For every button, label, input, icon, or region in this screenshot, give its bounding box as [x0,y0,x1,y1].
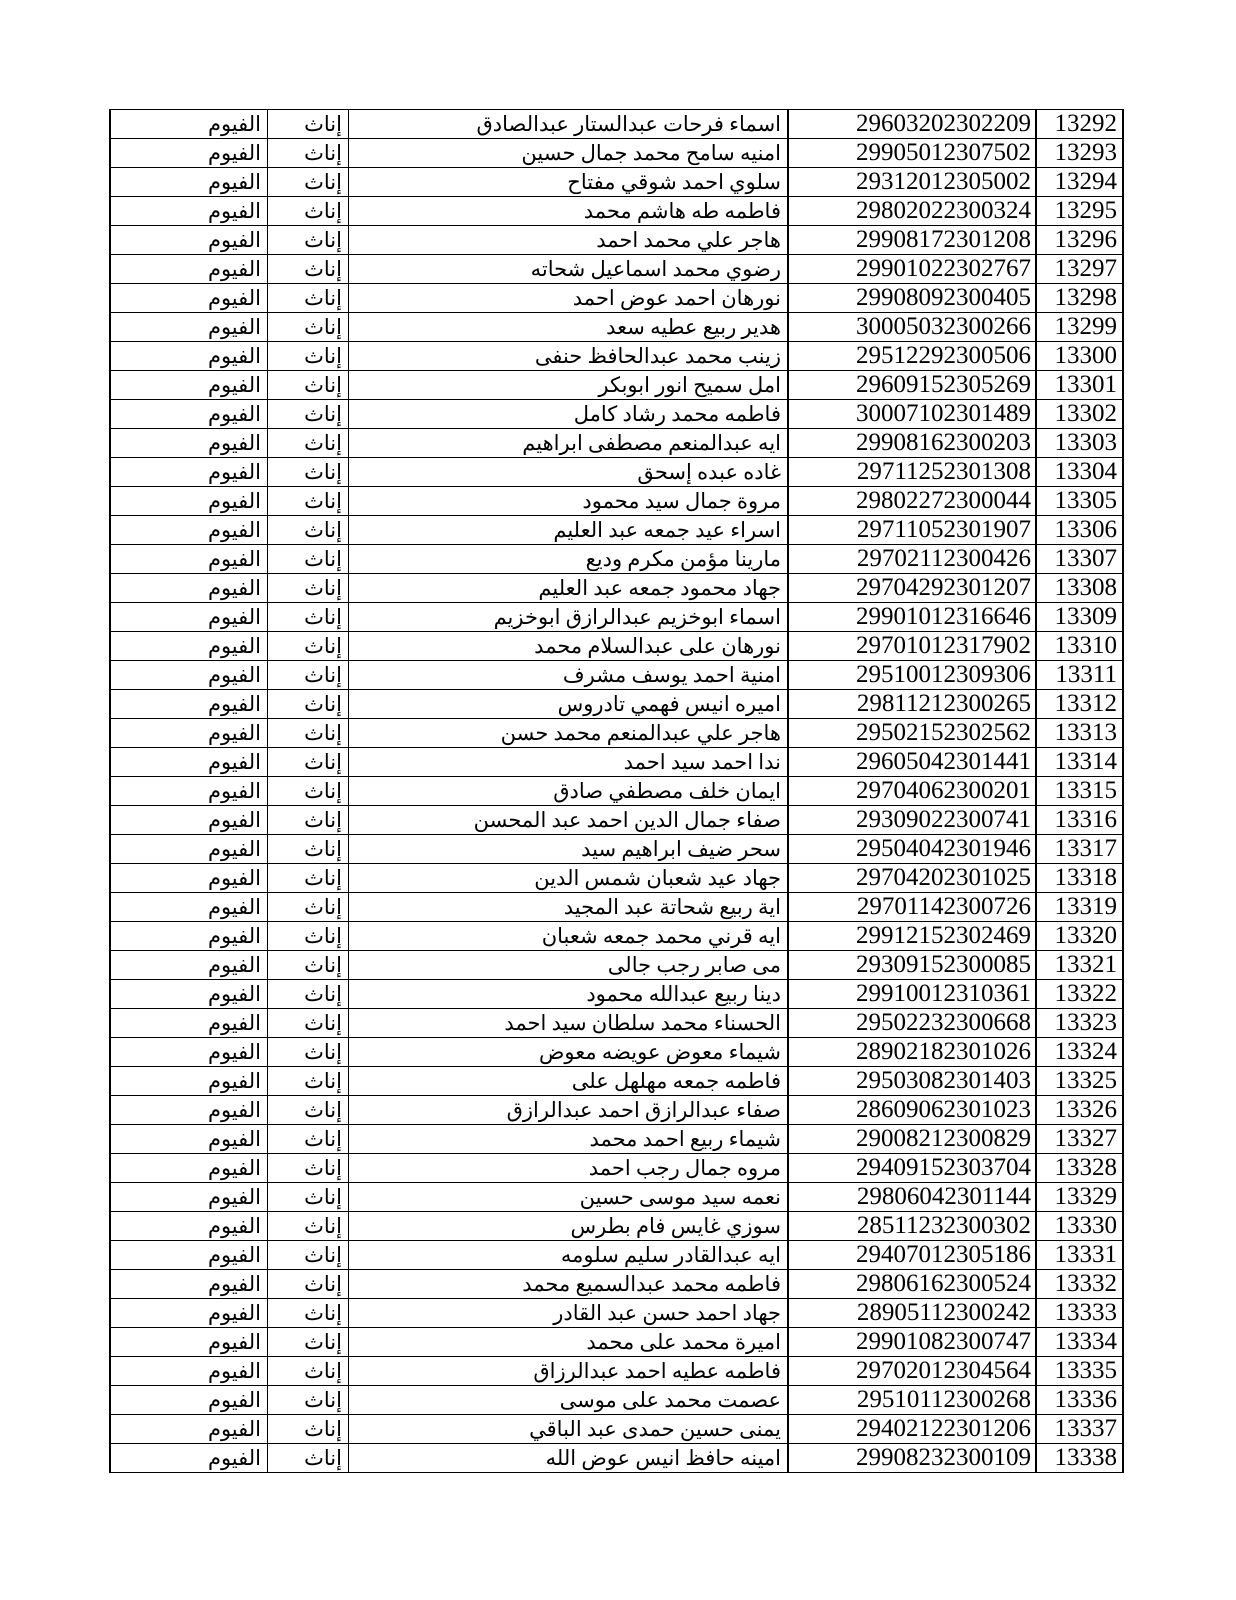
national-id-cell: 29806162300524 [788,1270,1036,1299]
gender-cell: إناث [268,835,349,864]
table-row [110,864,1123,893]
serial-number-cell: 13330 [1036,1212,1123,1241]
gender-cell: إناث [268,284,349,313]
governorate-cell: الفيوم [110,400,268,429]
table-row [110,255,1123,284]
gender-cell: إناث [268,1212,349,1241]
table-row [110,545,1123,574]
name-cell: شيماء ربيع احمد محمد [349,1125,789,1154]
serial-number-cell: 13319 [1036,893,1123,922]
gender-cell: إناث [268,226,349,255]
gender-cell: إناث [268,922,349,951]
serial-number-cell: 13317 [1036,835,1123,864]
gender-cell: إناث [268,1328,349,1357]
name-cell: مى صابر رجب جالى [349,951,789,980]
national-id-cell: 29605042301441 [788,748,1036,777]
table-row [110,1183,1123,1212]
gender-cell: إناث [268,400,349,429]
governorate-cell: الفيوم [110,1125,268,1154]
governorate-cell: الفيوم [110,458,268,487]
national-id-cell: 28905112300242 [788,1299,1036,1328]
serial-number-cell: 13307 [1036,545,1123,574]
governorate-cell: الفيوم [110,1067,268,1096]
name-cell: ايمان خلف مصطفي صادق [349,777,789,806]
name-cell: ايه قرني محمد جمعه شعبان [349,922,789,951]
name-cell: اميرة محمد على محمد [349,1328,789,1357]
gender-cell: إناث [268,313,349,342]
name-cell: سلوي احمد شوقي مفتاح [349,168,789,197]
gender-cell: إناث [268,980,349,1009]
serial-number-cell: 13299 [1036,313,1123,342]
serial-number-cell: 13315 [1036,777,1123,806]
governorate-cell: الفيوم [110,893,268,922]
national-id-cell: 29504042301946 [788,835,1036,864]
table-row [110,893,1123,922]
gender-cell: إناث [268,255,349,284]
gender-cell: إناث [268,893,349,922]
table-row [110,1009,1123,1038]
name-cell: هدير ربيع عطيه سعد [349,313,789,342]
governorate-cell: الفيوم [110,574,268,603]
serial-number-cell: 13304 [1036,458,1123,487]
national-id-cell: 29409152303704 [788,1154,1036,1183]
table-row [110,1444,1123,1473]
governorate-cell: الفيوم [110,603,268,632]
serial-number-cell: 13295 [1036,197,1123,226]
governorate-cell: الفيوم [110,226,268,255]
table-row [110,429,1123,458]
governorate-cell: الفيوم [110,1357,268,1386]
governorate-cell: الفيوم [110,1299,268,1328]
table-row [110,574,1123,603]
table-row [110,632,1123,661]
governorate-cell: الفيوم [110,1328,268,1357]
name-cell: الحسناء محمد سلطان سيد احمد [349,1009,789,1038]
table-row [110,777,1123,806]
governorate-cell: الفيوم [110,429,268,458]
national-id-cell: 30005032300266 [788,313,1036,342]
name-cell: هاجر علي محمد احمد [349,226,789,255]
governorate-cell: الفيوم [110,777,268,806]
national-id-cell: 28609062301023 [788,1096,1036,1125]
table-row [110,1241,1123,1270]
name-cell: جهاد عيد شعبان شمس الدين [349,864,789,893]
gender-cell: إناث [268,1096,349,1125]
gender-cell: إناث [268,110,349,139]
name-cell: اسماء فرحات عبدالستار عبدالصادق [349,110,789,139]
name-cell: ايه عبدالقادر سليم سلومه [349,1241,789,1270]
serial-number-cell: 13294 [1036,168,1123,197]
table-row [110,1328,1123,1357]
national-id-cell: 29905012307502 [788,139,1036,168]
table-row [110,1125,1123,1154]
serial-number-cell: 13303 [1036,429,1123,458]
name-cell: امل سميح انور ابوبكر [349,371,789,400]
governorate-cell: الفيوم [110,748,268,777]
national-id-cell: 29402122301206 [788,1415,1036,1444]
name-cell: دينا ربيع عبدالله محمود [349,980,789,1009]
governorate-cell: الفيوم [110,139,268,168]
national-id-cell: 29603202302209 [788,110,1036,139]
gender-cell: إناث [268,1444,349,1473]
serial-number-cell: 13337 [1036,1415,1123,1444]
gender-cell: إناث [268,777,349,806]
gender-cell: إناث [268,1357,349,1386]
national-id-cell: 29407012305186 [788,1241,1036,1270]
table-row [110,400,1123,429]
governorate-cell: الفيوم [110,1386,268,1415]
gender-cell: إناث [268,197,349,226]
name-cell: شيماء معوض عويضه معوض [349,1038,789,1067]
serial-number-cell: 13328 [1036,1154,1123,1183]
name-cell: امينه حافظ انيس عوض الله [349,1444,789,1473]
governorate-cell: الفيوم [110,168,268,197]
national-id-cell: 29901082300747 [788,1328,1036,1357]
governorate-cell: الفيوم [110,516,268,545]
serial-number-cell: 13318 [1036,864,1123,893]
gender-cell: إناث [268,342,349,371]
serial-number-cell: 13293 [1036,139,1123,168]
name-cell: اسماء ابوخزيم عبدالرازق ابوخزيم [349,603,789,632]
gender-cell: إناث [268,951,349,980]
governorate-cell: الفيوم [110,1154,268,1183]
name-cell: فاطمه عطيه احمد عبدالرزاق [349,1357,789,1386]
national-id-cell: 29701142300726 [788,893,1036,922]
name-cell: سحر ضيف ابراهيم سيد [349,835,789,864]
governorate-cell: الفيوم [110,1212,268,1241]
name-cell: فاطمه جمعه مهلهل على [349,1067,789,1096]
national-id-cell: 29503082301403 [788,1067,1036,1096]
name-cell: امنيه سامح محمد جمال حسين [349,139,789,168]
name-cell: اية ربيع شحاتة عبد المجيد [349,893,789,922]
governorate-cell: الفيوم [110,371,268,400]
table-row [110,835,1123,864]
gender-cell: إناث [268,1415,349,1444]
table-row [110,284,1123,313]
serial-number-cell: 13313 [1036,719,1123,748]
governorate-cell: الفيوم [110,545,268,574]
national-id-cell: 29811212300265 [788,690,1036,719]
governorate-cell: الفيوم [110,632,268,661]
national-id-cell: 29704062300201 [788,777,1036,806]
serial-number-cell: 13311 [1036,661,1123,690]
serial-number-cell: 13300 [1036,342,1123,371]
gender-cell: إناث [268,603,349,632]
name-cell: مارينا مؤمن مكرم وديع [349,545,789,574]
governorate-cell: الفيوم [110,864,268,893]
gender-cell: إناث [268,719,349,748]
governorate-cell: الفيوم [110,1270,268,1299]
national-id-cell: 29510012309306 [788,661,1036,690]
name-cell: زينب محمد عبدالحافظ حنفى [349,342,789,371]
governorate-cell: الفيوم [110,1096,268,1125]
table-row [110,168,1123,197]
national-id-cell: 29908092300405 [788,284,1036,313]
gender-cell: إناث [268,1183,349,1212]
name-cell: صفاء جمال الدين احمد عبد المحسن [349,806,789,835]
gender-cell: إناث [268,371,349,400]
name-cell: عصمت محمد على موسى [349,1386,789,1415]
name-cell: فاطمه محمد رشاد كامل [349,400,789,429]
governorate-cell: الفيوم [110,313,268,342]
serial-number-cell: 13320 [1036,922,1123,951]
governorate-cell: الفيوم [110,1241,268,1270]
national-id-cell: 29309152300085 [788,951,1036,980]
name-cell: اسراء عيد جمعه عبد العليم [349,516,789,545]
governorate-cell: الفيوم [110,110,268,139]
serial-number-cell: 13338 [1036,1444,1123,1473]
name-cell: رضوي محمد اسماعيل شحاته [349,255,789,284]
table-row [110,661,1123,690]
national-id-cell: 29711052301907 [788,516,1036,545]
table-row [110,1386,1123,1415]
governorate-cell: الفيوم [110,255,268,284]
serial-number-cell: 13314 [1036,748,1123,777]
table-row [110,748,1123,777]
gender-cell: إناث [268,168,349,197]
governorate-cell: الفيوم [110,1038,268,1067]
serial-number-cell: 13325 [1036,1067,1123,1096]
gender-cell: إناث [268,1154,349,1183]
gender-cell: إناث [268,139,349,168]
governorate-cell: الفيوم [110,719,268,748]
national-id-cell: 28902182301026 [788,1038,1036,1067]
governorate-cell: الفيوم [110,661,268,690]
national-id-cell: 29609152305269 [788,371,1036,400]
serial-number-cell: 13312 [1036,690,1123,719]
name-cell: امنية احمد يوسف مشرف [349,661,789,690]
table-row [110,1038,1123,1067]
national-id-cell: 29510112300268 [788,1386,1036,1415]
name-cell: جهاد احمد حسن عبد القادر [349,1299,789,1328]
national-id-cell: 29908232300109 [788,1444,1036,1473]
national-id-cell: 29704292301207 [788,574,1036,603]
table-row [110,1212,1123,1241]
governorate-cell: الفيوم [110,980,268,1009]
serial-number-cell: 13321 [1036,951,1123,980]
gender-cell: إناث [268,1270,349,1299]
gender-cell: إناث [268,458,349,487]
records-table-body [110,110,1123,1473]
national-id-cell: 29502232300668 [788,1009,1036,1038]
serial-number-cell: 13326 [1036,1096,1123,1125]
serial-number-cell: 13309 [1036,603,1123,632]
table-row [110,1154,1123,1183]
serial-number-cell: 13327 [1036,1125,1123,1154]
table-row [110,1299,1123,1328]
name-cell: هاجر علي عبدالمنعم محمد حسن [349,719,789,748]
name-cell: نورهان على عبدالسلام محمد [349,632,789,661]
gender-cell: إناث [268,1125,349,1154]
table-row [110,487,1123,516]
national-id-cell: 29702112300426 [788,545,1036,574]
name-cell: يمنى حسين حمدى عبد الباقي [349,1415,789,1444]
name-cell: فاطمه محمد عبدالسميع محمد [349,1270,789,1299]
national-id-cell: 29312012305002 [788,168,1036,197]
national-id-cell: 29901012316646 [788,603,1036,632]
governorate-cell: الفيوم [110,487,268,516]
serial-number-cell: 13301 [1036,371,1123,400]
serial-number-cell: 13334 [1036,1328,1123,1357]
national-id-cell: 29512292300506 [788,342,1036,371]
governorate-cell: الفيوم [110,1415,268,1444]
governorate-cell: الفيوم [110,806,268,835]
gender-cell: إناث [268,806,349,835]
gender-cell: إناث [268,748,349,777]
table-row [110,1096,1123,1125]
gender-cell: إناث [268,661,349,690]
national-id-cell: 29912152302469 [788,922,1036,951]
serial-number-cell: 13323 [1036,1009,1123,1038]
governorate-cell: الفيوم [110,1009,268,1038]
governorate-cell: الفيوم [110,284,268,313]
national-id-cell: 29910012310361 [788,980,1036,1009]
governorate-cell: الفيوم [110,835,268,864]
serial-number-cell: 13302 [1036,400,1123,429]
serial-number-cell: 13333 [1036,1299,1123,1328]
serial-number-cell: 13331 [1036,1241,1123,1270]
gender-cell: إناث [268,574,349,603]
national-id-cell: 29704202301025 [788,864,1036,893]
serial-number-cell: 13310 [1036,632,1123,661]
serial-number-cell: 13308 [1036,574,1123,603]
name-cell: ايه عبدالمنعم مصطفى ابراهيم [349,429,789,458]
table-row [110,313,1123,342]
serial-number-cell: 13329 [1036,1183,1123,1212]
gender-cell: إناث [268,545,349,574]
table-row [110,197,1123,226]
national-id-cell: 29908172301208 [788,226,1036,255]
table-row [110,719,1123,748]
national-id-cell: 29908162300203 [788,429,1036,458]
table-row [110,139,1123,168]
table-row [110,1415,1123,1444]
national-id-cell: 29802272300044 [788,487,1036,516]
national-id-cell: 29702012304564 [788,1357,1036,1386]
name-cell: نورهان احمد عوض احمد [349,284,789,313]
table-row [110,1270,1123,1299]
table-row [110,110,1123,139]
table-row [110,371,1123,400]
name-cell: نعمه سيد موسى حسين [349,1183,789,1212]
gender-cell: إناث [268,864,349,893]
serial-number-cell: 13332 [1036,1270,1123,1299]
serial-number-cell: 13297 [1036,255,1123,284]
governorate-cell: الفيوم [110,1183,268,1212]
table-row [110,1357,1123,1386]
national-id-cell: 29008212300829 [788,1125,1036,1154]
table-row [110,1067,1123,1096]
national-id-cell: 28511232300302 [788,1212,1036,1241]
gender-cell: إناث [268,429,349,458]
gender-cell: إناث [268,1038,349,1067]
name-cell: اميره انيس فهمي تادروس [349,690,789,719]
serial-number-cell: 13336 [1036,1386,1123,1415]
gender-cell: إناث [268,1067,349,1096]
governorate-cell: الفيوم [110,922,268,951]
serial-number-cell: 13324 [1036,1038,1123,1067]
name-cell: فاطمه طه هاشم محمد [349,197,789,226]
table-row [110,342,1123,371]
gender-cell: إناث [268,1009,349,1038]
table-row [110,951,1123,980]
national-id-cell: 30007102301489 [788,400,1036,429]
governorate-cell: الفيوم [110,690,268,719]
name-cell: غاده عبده إسحق [349,458,789,487]
serial-number-cell: 13316 [1036,806,1123,835]
name-cell: سوزي غايس فام بطرس [349,1212,789,1241]
governorate-cell: الفيوم [110,1444,268,1473]
serial-number-cell: 13292 [1036,110,1123,139]
national-id-cell: 29711252301308 [788,458,1036,487]
governorate-cell: الفيوم [110,342,268,371]
national-id-cell: 29901022302767 [788,255,1036,284]
serial-number-cell: 13298 [1036,284,1123,313]
records-table [109,109,1124,1473]
name-cell: جهاد محمود جمعه عبد العليم [349,574,789,603]
gender-cell: إناث [268,690,349,719]
table-row [110,922,1123,951]
serial-number-cell: 13335 [1036,1357,1123,1386]
serial-number-cell: 13322 [1036,980,1123,1009]
gender-cell: إناث [268,632,349,661]
serial-number-cell: 13296 [1036,226,1123,255]
table-row [110,458,1123,487]
table-row [110,516,1123,545]
national-id-cell: 29701012317902 [788,632,1036,661]
table-row [110,980,1123,1009]
national-id-cell: 29802022300324 [788,197,1036,226]
serial-number-cell: 13306 [1036,516,1123,545]
name-cell: مروة جمال سيد محمود [349,487,789,516]
gender-cell: إناث [268,1241,349,1270]
name-cell: ندا احمد سيد احمد [349,748,789,777]
governorate-cell: الفيوم [110,197,268,226]
national-id-cell: 29806042301144 [788,1183,1036,1212]
governorate-cell: الفيوم [110,951,268,980]
table-row [110,603,1123,632]
table-row [110,226,1123,255]
name-cell: صفاء عبدالرازق احمد عبدالرازق [349,1096,789,1125]
serial-number-cell: 13305 [1036,487,1123,516]
gender-cell: إناث [268,516,349,545]
national-id-cell: 29502152302562 [788,719,1036,748]
table-row [110,806,1123,835]
gender-cell: إناث [268,1299,349,1328]
gender-cell: إناث [268,487,349,516]
gender-cell: إناث [268,1386,349,1415]
table-row [110,690,1123,719]
national-id-cell: 29309022300741 [788,806,1036,835]
name-cell: مروه جمال رجب احمد [349,1154,789,1183]
